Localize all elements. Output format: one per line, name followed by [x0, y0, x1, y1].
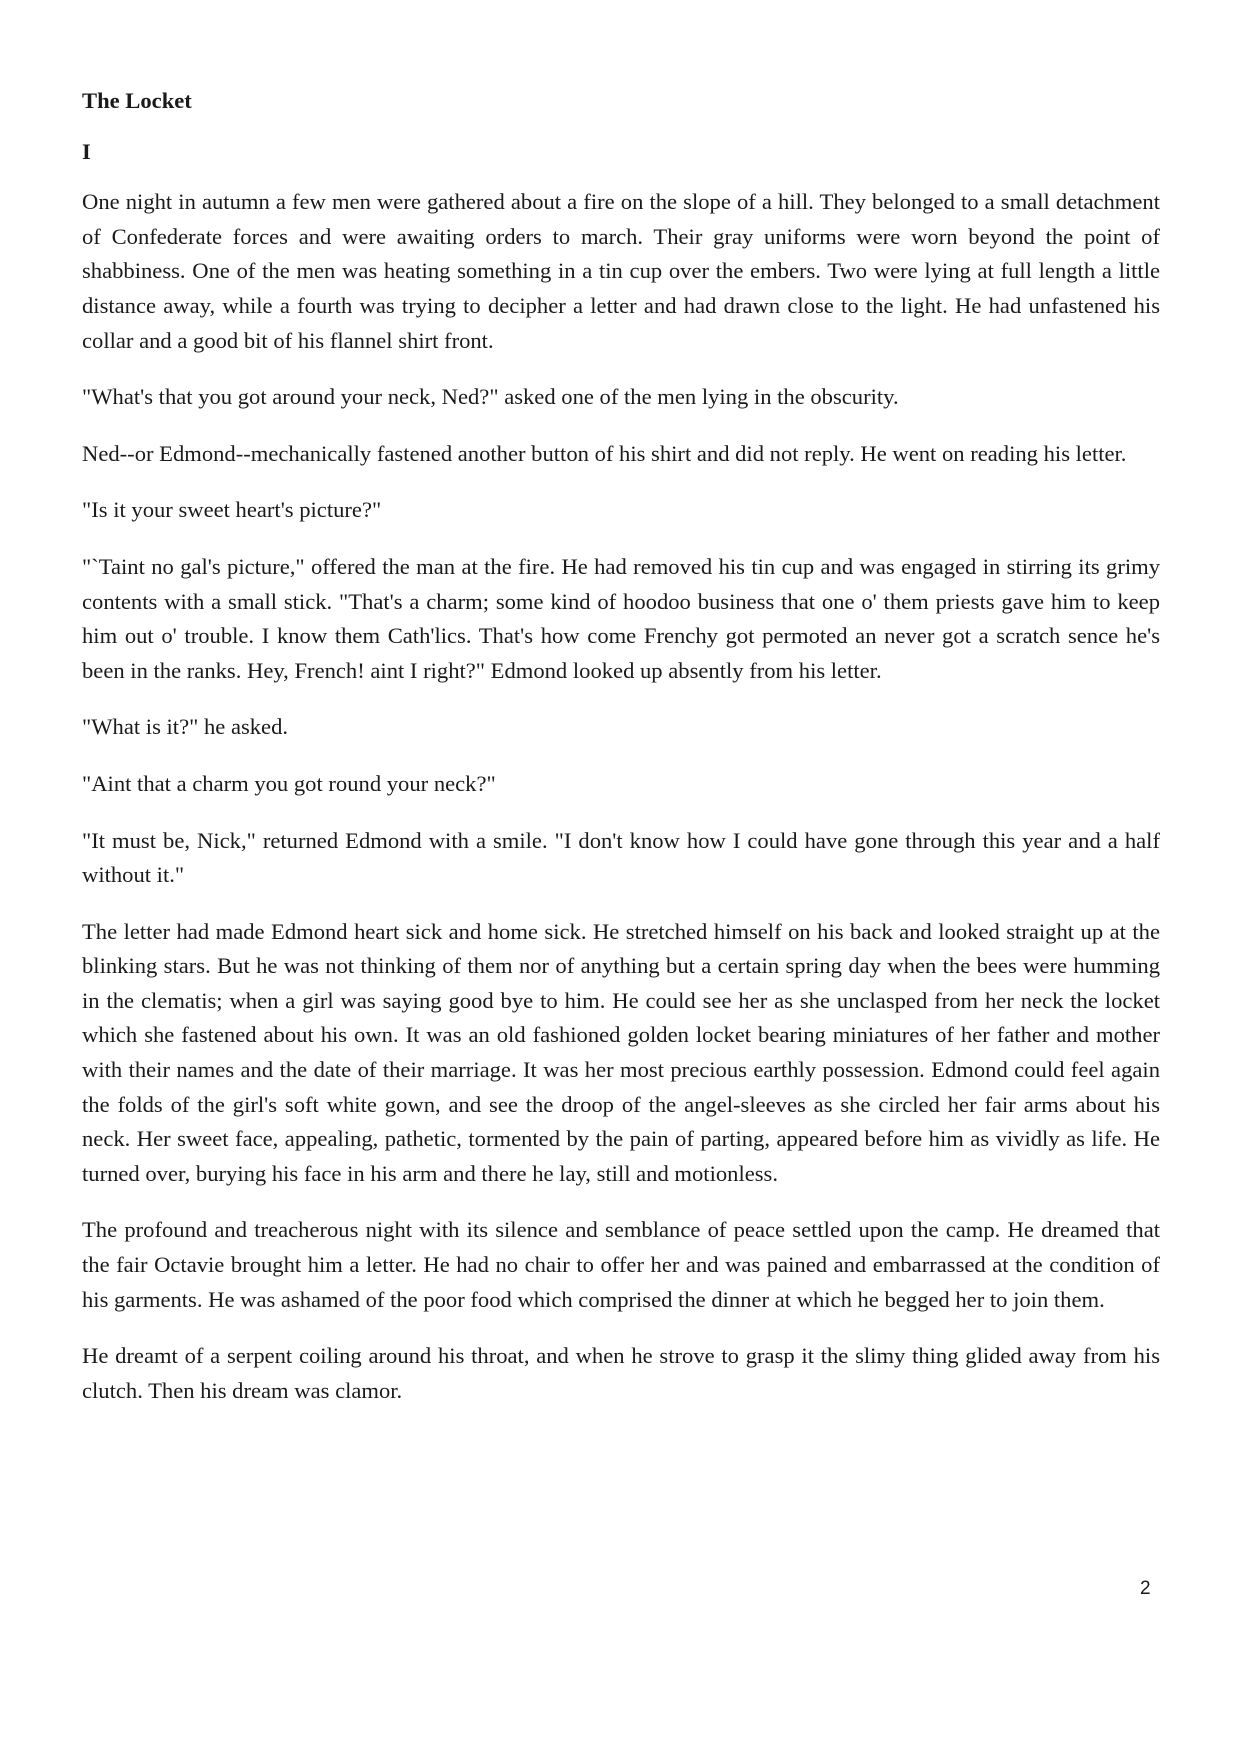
section-heading: I	[82, 138, 91, 164]
paragraph: He dreamt of a serpent coiling around his throat, and when he strove to grasp it the slimy thing glided away from his clutch. Then his dream was clamor.	[82, 1343, 1160, 1403]
document-body	[82, 84, 1160, 1430]
paragraph: The letter had made Edmond heart sick and home sick. He stretched himself on his back and looked straight up at the blinking stars. But he was not thinking of them nor of anything but a certain spring day when the bees were humming in the clematis; when a girl was saying good bye to him. He could see her as she unclasped from her neck the locket which she fastened about his own. It was an old fashioned golden locket bearing miniatures of her father and mother with their names and the date of their marriage. It was her most precious earthly possession. Edmond could feel again the folds of the girl's soft white gown, and see the droop of the angel-sleeves as she circled her fair arms about his neck. Her sweet face, appealing, pathetic, tormented by the pain of parting, appeared before him as vividly as life. He turned over, burying his face in his arm and there he lay, still and motionless.	[82, 918, 1160, 1186]
paragraph: One night in autumn a few men were gathered about a fire on the slope of a hill. They belonged to a small detachment of Confederate forces and were awaiting orders to march. Their gray uniforms were worn beyond the point of shabbiness. One of the men was heating something in a tin cup over the embers. Two were lying at full length a little distance away, while a fourth was trying to decipher a letter and had drawn close to the light. He had unfastened his collar and a good bit of his flannel shirt front.	[82, 189, 1160, 353]
paragraph: "It must be, Nick," returned Edmond with a smile. "I don't know how I could have gone through this year and a half without it."	[82, 827, 1160, 888]
paragraph: Ned--or Edmond--mechanically fastened another button of his shirt and did not reply. He went on reading his letter.	[82, 440, 1127, 466]
paragraph: "What's that you got around your neck, Ned?" asked one of the men lying in the obscurity.	[82, 384, 899, 410]
story-title: The Locket	[82, 88, 192, 113]
paragraph: The profound and treacherous night with its silence and semblance of peace settled upon the camp. He dreamed that the fair Octavie brought him a letter. He had no chair to offer her and was pained and embarrassed at the condition of his garments. He was ashamed of the poor food which comprised the dinner at which he begged her to join them.	[82, 1217, 1160, 1312]
page-number: 2	[1140, 1578, 1151, 1599]
paragraph: "Is it your sweet heart's picture?"	[82, 497, 382, 523]
paragraph: "What is it?" he asked.	[82, 714, 289, 740]
paragraph: "`Taint no gal's picture," offered the man at the fire. He had removed his tin cup and was engaged in stirring its grimy contents with a small stick. "That's a charm; some kind of hoodoo business that one o' them priests gave him to keep him out o' trouble. I know them Cath'lics. That's how come Frenchy got permoted an never got a scratch sence he's been in the ranks. Hey, French! aint I right?" Edmond looked up absently from his letter.	[82, 553, 1160, 683]
paragraph: "Aint that a charm you got round your neck?"	[82, 770, 496, 796]
